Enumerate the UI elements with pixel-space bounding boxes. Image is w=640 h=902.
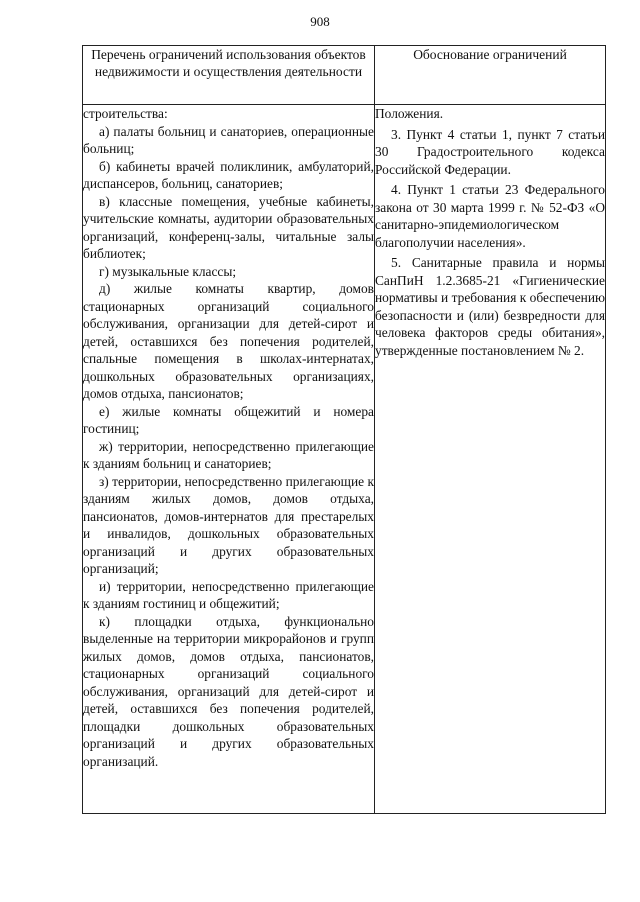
list-item: з) территории, непосредственно прилегающие к зданиям жилых домов, домов отдыха, пансионатов, домов-интернатов для престарелых и инвалидов, дошкольных образовательных организаций и других образовательных организаций; <box>83 473 374 576</box>
restrictions-cell <box>83 105 375 814</box>
justification-cell <box>375 105 606 814</box>
list-item: б) кабинеты врачей поликлиник, амбулаторий, диспансеров, больниц, санаториев; <box>83 158 374 191</box>
list-item: к) площадки отдыха, функционально выделенные на территории микрорайонов и групп жилых домов, домов отдыха, пансионатов, стационарных организаций социального обслуживания, организаций для детей-сирот и детей, оставшихся без попечения родителей, площадки дошкольных образовательных организаций и других образовательных организаций. <box>83 613 374 769</box>
header-restrictions-list: Перечень ограничений использования объектов недвижимости и осуществления деятельности <box>83 46 375 105</box>
restrictions-table <box>82 45 606 814</box>
list-item: г) музыкальные классы; <box>99 263 237 279</box>
justification-item: 4. Пункт 1 статьи 23 Федерального закона от 30 марта 1999 г. № 52-ФЗ «О санитарно-эпидемиологическом благополучии населения». <box>375 182 605 250</box>
justification-item: Положения. <box>375 106 444 121</box>
list-item: строительства: <box>83 106 168 121</box>
list-item: в) классные помещения, учебные кабинеты, учительские комнаты, аудитории образовательных организаций, конференц-залы, читальные залы библиотек; <box>83 193 374 261</box>
list-item: ж) территории, непосредственно прилегающие к зданиям больниц и санаториев; <box>83 438 374 471</box>
justification-item: 3. Пункт 4 статьи 1, пункт 7 статьи 30 Градостроительного кодекса Российской Федерации. <box>375 126 605 177</box>
table-body-row <box>83 105 606 814</box>
list-item: и) территории, непосредственно прилегающие к зданиям гостиниц и общежитий; <box>83 578 374 611</box>
list-item: а) палаты больниц и санаториев, операционные больниц; <box>83 123 374 156</box>
justification-item: 5. Санитарные правила и нормы СанПиН 1.2.3685-21 «Гигиенические нормативы и требования к обеспечению безопасности и (или) безвредности для человека факторов среды обитания», утвержденные постановлением № 2. <box>375 255 605 358</box>
table-header-row <box>83 46 606 105</box>
page-number: 908 <box>310 14 330 29</box>
header-justification: Обоснование ограничений <box>375 46 606 105</box>
list-item: д) жилые комнаты квартир, домов стационарных организаций социального обслуживания, организации для детей-сирот и детей, оставшихся без попечения родителей, спальные помещения в школах-интернатах, дошкольных образовательных организациях, домов отдыха, пансионатов; <box>83 281 374 401</box>
list-item: е) жилые комнаты общежитий и номера гостиниц; <box>83 403 374 436</box>
